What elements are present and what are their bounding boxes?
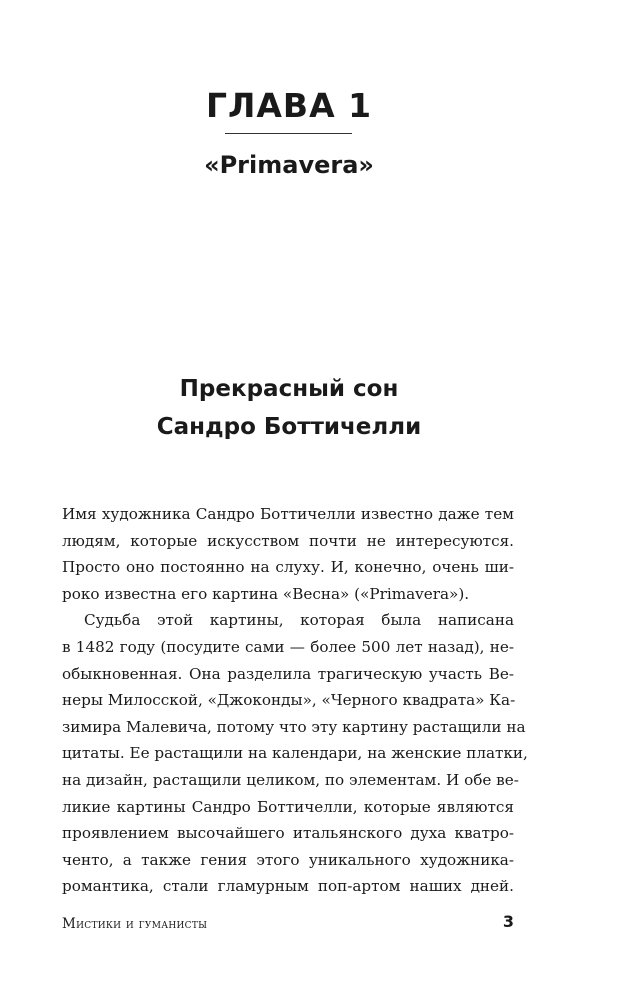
text-line: романтика, стали гламурным поп-артом наших дней. <box>62 877 514 896</box>
chapter-title: ГЛАВА 1 <box>205 86 373 125</box>
chapter-divider <box>225 133 352 134</box>
text-line: цитаты. Ее растащили на календари, на женские платки, <box>62 744 528 763</box>
text-line: Просто оно постоянно на слуху. И, конечно, очень ши- <box>62 558 514 577</box>
text-line: Имя художника Сандро Боттичелли известно даже тем <box>62 505 514 523</box>
running-footer-title: Мистики и гуманисты <box>62 916 208 932</box>
text-line: роко известна его картина «Весна» («Primavera»). <box>62 584 470 603</box>
text-line: на дизайн, растащили целиком, по элементам. И обе ве- <box>62 770 519 789</box>
body-text <box>62 501 528 900</box>
text-line: ликие картины Сандро Боттичелли, которые являются <box>62 797 514 816</box>
section-title-line-2: Сандро Боттичелли <box>156 414 422 440</box>
paragraph-1 <box>62 501 514 607</box>
section-title-line-1: Прекрасный сон <box>179 376 399 402</box>
text-line: в 1482 году (посудите сами — более 500 лет назад), не- <box>62 637 514 656</box>
section-title <box>0 370 578 446</box>
chapter-subtitle: «Primavera» <box>204 151 374 179</box>
text-line: обыкновенная. Она разделила трагическую участь Ве- <box>62 664 514 683</box>
text-line: проявлением высочайшего итальянского духа кватро- <box>62 824 514 843</box>
text-line: Судьба этой картины, которая была написана <box>84 611 514 630</box>
text-line: людям, которые искусством почти не интересуются. <box>62 531 514 550</box>
page-number: 3 <box>502 912 514 931</box>
text-line: неры Милосской, «Джоконды», «Черного квадрата» Ка- <box>62 691 516 710</box>
text-line: ченто, а также гения этого уникального художника- <box>62 850 514 869</box>
paragraph-2 <box>62 607 528 900</box>
text-line: зимира Малевича, потому что эту картину растащили на <box>62 717 526 736</box>
